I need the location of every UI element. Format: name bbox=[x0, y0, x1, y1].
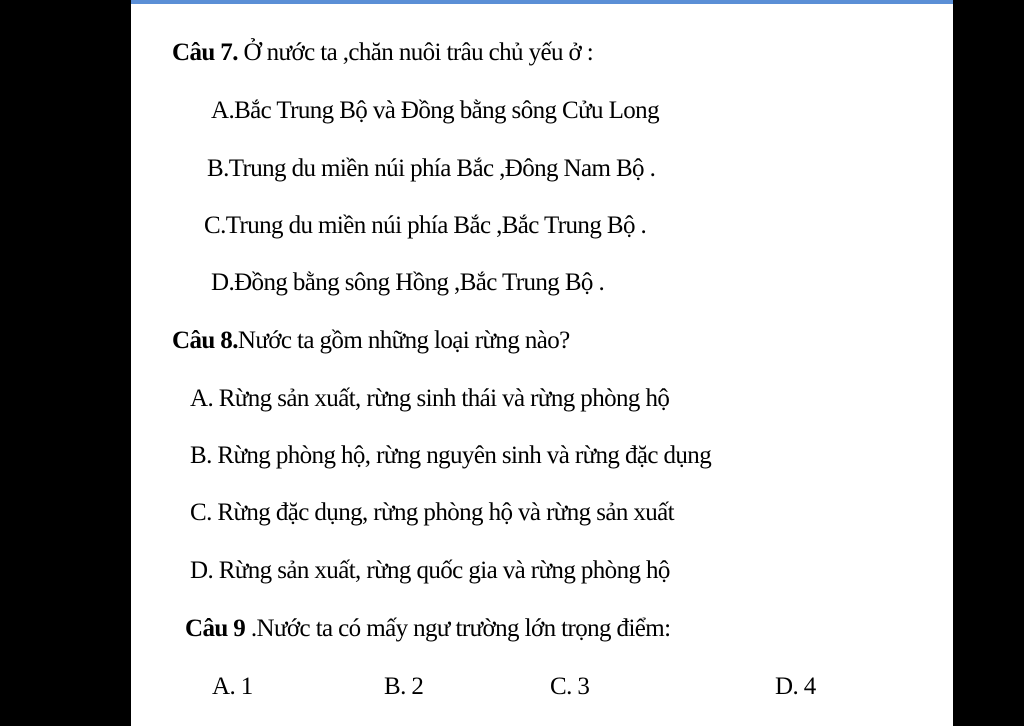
question-8-text: Nước ta gồm những loại rừng nào? bbox=[237, 327, 570, 354]
question-8 bbox=[172, 326, 570, 356]
question-7-option-c: C.Trung du miền núi phía Bắc ,Bắc Trung Bộ . bbox=[204, 212, 647, 239]
question-7 bbox=[172, 38, 593, 68]
question-9-label: Câu 9 bbox=[185, 615, 246, 642]
question-8-label: Câu 8. bbox=[172, 327, 238, 354]
question-7-option-b: B.Trung du miền núi phía Bắc ,Đông Nam Bộ . bbox=[207, 155, 656, 182]
question-7-option-a: A.Bắc Trung Bộ và Đồng bằng sông Cửu Long bbox=[211, 97, 659, 124]
question-8-option-d: D. Rừng sản xuất, rừng quốc gia và rừng phòng hộ bbox=[190, 557, 670, 584]
question-9 bbox=[185, 614, 670, 644]
question-7-label: Câu 7. bbox=[172, 39, 238, 66]
question-9-text: .Nước ta có mấy ngư trường lớn trọng điểm: bbox=[245, 615, 671, 642]
question-8-option-a: A. Rừng sản xuất, rừng sinh thái và rừng phòng hộ bbox=[190, 385, 670, 412]
question-7-option-d: D.Đồng bằng sông Hồng ,Bắc Trung Bộ . bbox=[211, 269, 605, 296]
question-8-option-b: B. Rừng phòng hộ, rừng nguyên sinh và rừng đặc dụng bbox=[190, 442, 712, 469]
document-page bbox=[131, 0, 953, 726]
question-9-option-c: C. 3 bbox=[550, 673, 590, 700]
question-9-option-d: D. 4 bbox=[775, 673, 816, 700]
question-9-option-b: B. 2 bbox=[384, 673, 424, 700]
question-7-text: Ở nước ta ,chăn nuôi trâu chủ yếu ở : bbox=[237, 39, 594, 66]
question-9-option-a: A. 1 bbox=[212, 673, 253, 700]
question-8-option-c: C. Rừng đặc dụng, rừng phòng hộ và rừng sản xuất bbox=[190, 499, 675, 526]
